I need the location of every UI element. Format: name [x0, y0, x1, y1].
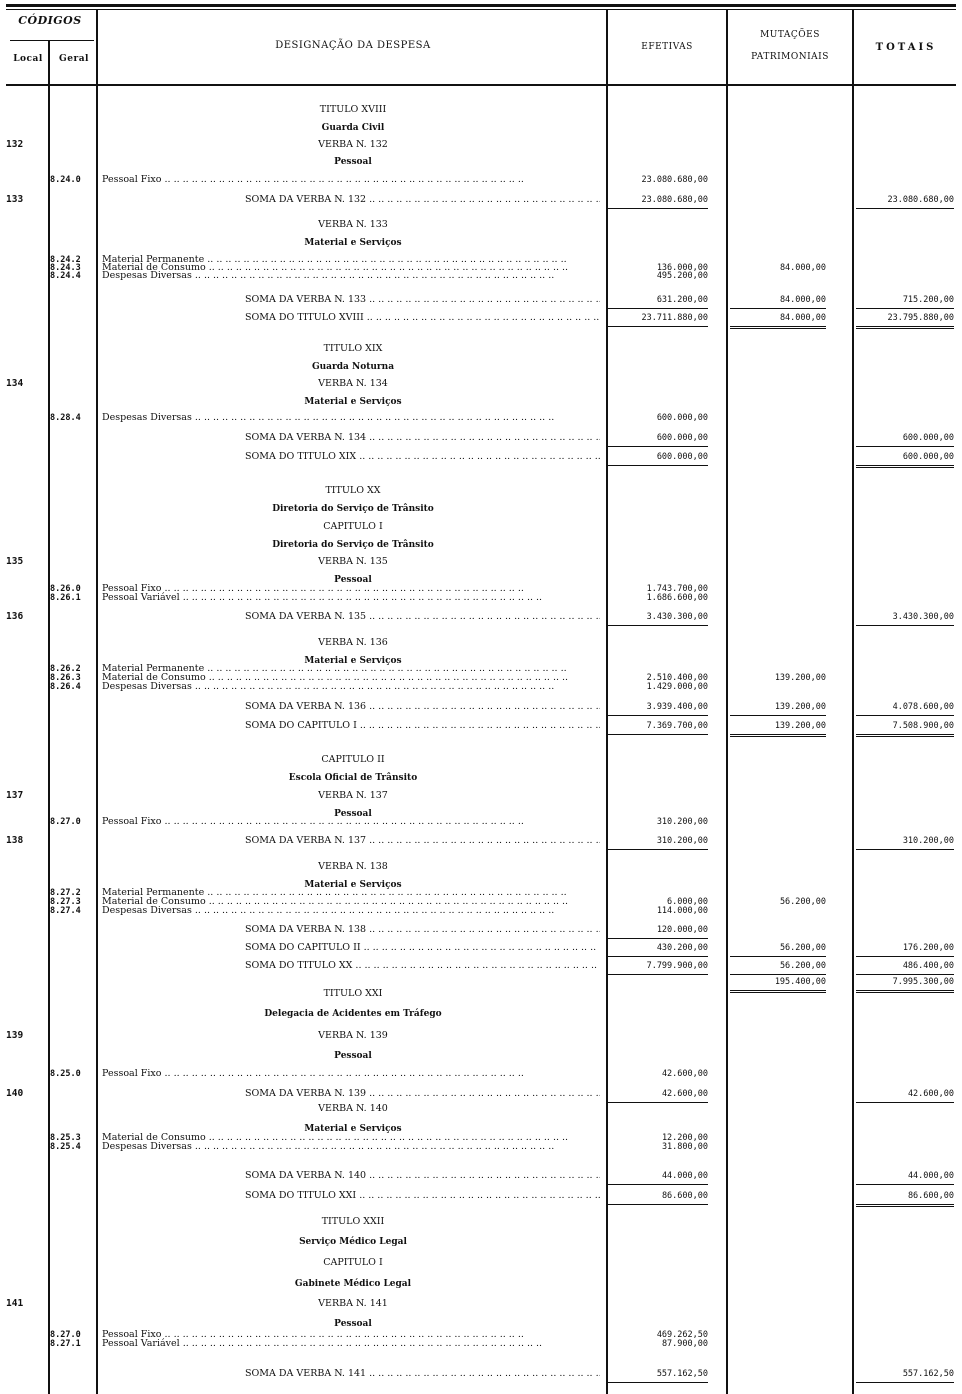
section-heading: Escola Oficial de Trânsito: [288, 773, 418, 783]
section-heading: Pessoal: [334, 575, 372, 585]
general-code: 8.27.0: [50, 1330, 81, 1340]
section-heading-row: [0, 483, 962, 499]
expense-description: Material Permanente .. ..: [102, 885, 602, 901]
efetivas-value: 114.000,00: [656, 906, 708, 916]
local-code: 141: [6, 1298, 24, 1309]
subtotal-label: SOMA DA VERBA N. 134 .. ..: [245, 430, 600, 446]
subtotal-label: SOMA DA VERBA N. 140 .. ..: [245, 1168, 600, 1184]
efetivas-value: 6.000,00: [667, 897, 708, 907]
efetivas-value: 12.200,00: [661, 1133, 708, 1143]
efetivas-value: 23.080.680,00: [608, 192, 708, 209]
section-heading: Material e Serviços: [304, 880, 402, 890]
general-code: 8.28.4: [50, 413, 81, 423]
general-code: 8.24.0: [50, 175, 81, 185]
top-rule-thin: [6, 9, 956, 10]
mutacoes-value: 56.200,00: [730, 940, 826, 957]
subtotal-label: SOMA DA VERBA N. 136 .. ..: [245, 699, 600, 715]
expense-description: Despesas Diversas .. ..: [102, 410, 602, 426]
expense-description: Despesas Diversas .. ..: [102, 903, 602, 919]
section-heading-row: [0, 1006, 962, 1022]
expense-description: Pessoal Fixo .. ..: [102, 1066, 602, 1082]
efetivas-value: 600.000,00: [608, 430, 708, 447]
efetivas-value: 600.000,00: [656, 413, 708, 423]
top-rule: [6, 4, 956, 7]
expense-item-row: [0, 814, 962, 830]
general-code: 8.24.3: [50, 263, 81, 273]
efetivas-header: EFETIVAS: [641, 42, 693, 52]
efetivas-value: 87.900,00: [661, 1339, 708, 1349]
subtotal-label: SOMA DA VERBA N. 138 .. ..: [245, 922, 600, 938]
section-heading-row: [0, 1028, 962, 1044]
section-heading-row: [0, 752, 962, 768]
section-heading: Guarda Noturna: [311, 362, 395, 372]
section-heading: TITULO XXII: [321, 1216, 385, 1227]
efetivas-value: 1.743.700,00: [646, 584, 708, 594]
subtotal-row: [0, 449, 962, 465]
section-heading-row: [0, 537, 962, 553]
subtotal-row: [0, 192, 962, 208]
header-rule: [6, 84, 956, 86]
expense-description: Despesas Diversas .. ..: [102, 268, 602, 284]
subtotal-row: [0, 699, 962, 715]
totais-value: 7.508.900,00: [856, 718, 954, 737]
subtotal-label: SOMA DO TITULO XXI .. ..: [245, 1188, 600, 1204]
general-code: 8.27.4: [50, 906, 81, 916]
efetivas-value: 136.000,00: [656, 263, 708, 273]
section-heading: TITULO XXI: [323, 988, 383, 999]
efetivas-value: 120.000,00: [608, 922, 708, 939]
general-code: 8.25.4: [50, 1142, 81, 1152]
efetivas-value: 469.262,50: [656, 1330, 708, 1340]
efetivas-value: 430.200,00: [608, 940, 708, 957]
section-heading-row: [0, 554, 962, 570]
mutacoes-value: 139.200,00: [774, 673, 826, 683]
local-code: 132: [6, 139, 24, 150]
local-code: 135: [6, 556, 24, 567]
geral-header: Geral: [59, 54, 89, 64]
subtotal-row: [0, 1366, 962, 1382]
codigos-header: CÓDIGOS: [18, 14, 82, 27]
section-heading-row: [0, 235, 962, 251]
expense-description: Material de Consumo .. ..: [102, 1130, 602, 1146]
subtotal-label: SOMA DA VERBA N. 137 .. ..: [245, 833, 600, 849]
totais-value: 86.600,00: [856, 1188, 954, 1207]
section-heading-row: [0, 788, 962, 804]
section-heading-row: [0, 501, 962, 517]
general-code: 8.25.0: [50, 1069, 81, 1079]
codigos-rule: [10, 40, 94, 41]
expense-description: Despesas Diversas .. ..: [102, 1139, 602, 1155]
section-heading: VERBA N. 138: [318, 861, 388, 872]
totais-value: 44.000,00: [856, 1168, 954, 1185]
subtotal-label: SOMA DO TITULO XX .. ..: [245, 958, 600, 974]
patrimoniais-header: PATRIMONIAIS: [751, 52, 829, 62]
section-heading: TITULO XX: [325, 485, 381, 496]
section-heading-row: [0, 1276, 962, 1292]
expense-description: Pessoal Fixo .. ..: [102, 581, 602, 597]
totais-value: 600.000,00: [856, 449, 954, 468]
expense-description: Pessoal Variável .. ..: [102, 1336, 602, 1352]
section-heading: Material e Serviços: [304, 397, 402, 407]
efetivas-value: 3.939.400,00: [608, 699, 708, 716]
section-heading-row: [0, 1214, 962, 1230]
mutacoes-value: 84.000,00: [730, 292, 826, 309]
totais-value: 176.200,00: [856, 940, 954, 957]
general-code: 8.25.3: [50, 1133, 81, 1143]
mutacoes-value: 84.000,00: [779, 263, 826, 273]
section-heading-row: [0, 102, 962, 118]
section-heading-row: [0, 986, 962, 1002]
general-code: 8.27.3: [50, 897, 81, 907]
section-heading-row: [0, 394, 962, 410]
totais-value: 557.162,50: [856, 1366, 954, 1383]
efetivas-value: 23.080.680,00: [641, 175, 708, 185]
general-code: 8.26.0: [50, 584, 81, 594]
efetivas-value: 495.200,00: [656, 271, 708, 281]
section-heading-row: [0, 376, 962, 392]
efetivas-value: 631.200,00: [608, 292, 708, 309]
subtotal-label: SOMA DA VERBA N. 141 .. ..: [245, 1366, 600, 1382]
totais-value: 4.078.600,00: [856, 699, 954, 716]
section-heading-row: [0, 1255, 962, 1271]
efetivas-value: 86.600,00: [608, 1188, 708, 1205]
expense-item-row: [0, 1139, 962, 1155]
mutacoes-value: 139.200,00: [730, 718, 826, 737]
section-heading: VERBA N. 132: [318, 139, 388, 150]
mutacoes-value: 56.200,00: [779, 897, 826, 907]
subtotal-label: SOMA DO CAPITULO I .. ..: [245, 718, 600, 734]
section-heading: VERBA N. 137: [318, 790, 388, 801]
section-heading: Pessoal: [334, 1319, 372, 1329]
section-heading-row: [0, 635, 962, 651]
expense-description: Material de Consumo .. ..: [102, 260, 602, 276]
section-heading: VERBA N. 141: [318, 1298, 388, 1309]
section-heading: Material e Serviços: [304, 656, 402, 666]
subtotal-label: SOMA DO TITULO XIX .. ..: [245, 449, 600, 465]
subtotal-row: [0, 310, 962, 326]
totais-value: 486.400,00: [856, 958, 954, 975]
section-heading: Material e Serviços: [304, 238, 402, 248]
subtotal-label: SOMA DA VERBA N. 132 .. ..: [245, 192, 600, 208]
expense-description: Pessoal Fixo .. ..: [102, 172, 602, 188]
efetivas-value: 2.510.400,00: [646, 673, 708, 683]
designacao-header: DESIGNAÇÃO DA DESPESA: [275, 40, 431, 51]
general-code: 8.24.2: [50, 255, 81, 265]
totais-value: 23.795.880,00: [856, 310, 954, 329]
section-heading: Serviço Médico Legal: [299, 1237, 407, 1247]
section-heading-row: [0, 859, 962, 875]
general-code: 8.27.2: [50, 888, 81, 898]
subtotal-label: SOMA DA VERBA N. 139 .. ..: [245, 1086, 600, 1102]
section-heading: VERBA N. 136: [318, 637, 388, 648]
efetivas-value: 1.429.000,00: [646, 682, 708, 692]
expense-item-row: [0, 268, 962, 284]
section-heading: CAPITULO II: [321, 754, 385, 765]
section-heading: VERBA N. 140: [318, 1103, 388, 1114]
totais-value: 7.995.300,00: [856, 974, 954, 993]
section-heading-row: [0, 217, 962, 233]
subtotal-row: [0, 1168, 962, 1184]
totais-value: 600.000,00: [856, 430, 954, 447]
efetivas-value: 42.600,00: [661, 1069, 708, 1079]
section-heading: Diretoria do Serviço de Trânsito: [272, 540, 434, 550]
expense-description: Material Permanente .. ..: [102, 252, 602, 268]
section-heading-row: [0, 519, 962, 535]
expense-description: Pessoal Fixo .. ..: [102, 814, 602, 830]
section-heading: Pessoal: [334, 809, 372, 819]
efetivas-value: 3.430.300,00: [608, 609, 708, 626]
expense-description: Pessoal Fixo .. ..: [102, 1327, 602, 1343]
section-heading: CAPITULO I: [323, 1257, 383, 1268]
expense-item-row: [0, 590, 962, 606]
general-code: 8.26.4: [50, 682, 81, 692]
expense-item-row: [0, 1336, 962, 1352]
totais-value: 310.200,00: [856, 833, 954, 850]
section-heading: CAPITULO I: [323, 521, 383, 532]
section-heading: Material e Serviços: [304, 1124, 402, 1134]
local-code: 138: [6, 835, 24, 846]
subtotal-row: [0, 958, 962, 974]
section-heading-row: [0, 1234, 962, 1250]
section-heading: Guarda Civil: [321, 123, 385, 133]
subtotal-row: [0, 833, 962, 849]
subtotal-row: [0, 1188, 962, 1204]
expense-item-row: [0, 1066, 962, 1082]
section-heading: VERBA N. 139: [318, 1030, 388, 1041]
subtotal-row: [0, 292, 962, 308]
general-code: 8.24.4: [50, 271, 81, 281]
subtotal-row: [0, 609, 962, 625]
section-heading: Pessoal: [334, 1051, 372, 1061]
subtotal-label: SOMA DO CAPITULO II .. ..: [245, 940, 600, 956]
mutacoes-value: 139.200,00: [730, 699, 826, 716]
totais-value: 3.430.300,00: [856, 609, 954, 626]
totais-value: 42.600,00: [856, 1086, 954, 1103]
section-heading: TITULO XVIII: [319, 104, 387, 115]
expense-description: Pessoal Variável .. ..: [102, 590, 602, 606]
section-heading-row: [0, 770, 962, 786]
efetivas-value: 310.200,00: [656, 817, 708, 827]
expense-item-row: [0, 172, 962, 188]
expense-description: Material Permanente .. ..: [102, 661, 602, 677]
section-heading: Diretoria do Serviço de Trânsito: [272, 504, 434, 514]
section-heading-row: [0, 1048, 962, 1064]
section-heading-row: [0, 359, 962, 375]
efetivas-value: 1.686.600,00: [646, 593, 708, 603]
general-code: 8.26.1: [50, 593, 81, 603]
section-heading-row: [0, 1101, 962, 1117]
subtotal-row: [0, 940, 962, 956]
local-header: Local: [13, 54, 43, 64]
subtotal-label: SOMA DA VERBA N. 133 .. ..: [245, 292, 600, 308]
expense-description: Material de Consumo .. ..: [102, 670, 602, 686]
expense-description: Material de Consumo .. ..: [102, 894, 602, 910]
totais-header: TOTAIS: [875, 42, 937, 53]
section-heading: TITULO XIX: [323, 343, 383, 354]
efetivas-value: 7.369.700,00: [608, 718, 708, 735]
efetivas-value: 557.162,50: [608, 1366, 708, 1383]
totais-value: 23.080.680,00: [856, 192, 954, 209]
section-heading-row: [0, 1296, 962, 1312]
section-heading-row: [0, 120, 962, 136]
section-heading-row: [0, 137, 962, 153]
subtotal-row: [0, 1086, 962, 1102]
section-heading: VERBA N. 135: [318, 556, 388, 567]
efetivas-value: 42.600,00: [608, 1086, 708, 1103]
section-heading: Delegacia de Acidentes em Tráfego: [264, 1009, 442, 1019]
section-heading: VERBA N. 134: [318, 378, 388, 389]
local-code: 139: [6, 1030, 24, 1041]
section-heading-row: [0, 154, 962, 170]
totais-value: 715.200,00: [856, 292, 954, 309]
efetivas-value: 23.711.880,00: [608, 310, 708, 327]
efetivas-value: 310.200,00: [608, 833, 708, 850]
section-heading: Gabinete Médico Legal: [294, 1279, 412, 1289]
general-code: 8.27.0: [50, 817, 81, 827]
efetivas-value: 600.000,00: [608, 449, 708, 466]
mutacoes-value: 195.400,00: [730, 974, 826, 993]
local-code: 134: [6, 378, 24, 389]
efetivas-value: 31.800,00: [661, 1142, 708, 1152]
subtotal-label: SOMA DO TITULO XVIII .. ..: [245, 310, 600, 326]
expense-item-row: [0, 903, 962, 919]
efetivas-value: 44.000,00: [608, 1168, 708, 1185]
mutacoes-header: MUTAÇÕES: [760, 30, 820, 40]
general-code: 8.26.3: [50, 673, 81, 683]
section-heading: VERBA N. 133: [318, 219, 388, 230]
subtotal-row: [0, 718, 962, 734]
section-heading-row: [0, 341, 962, 357]
subtotal-row: [0, 430, 962, 446]
efetivas-value: 7.799.900,00: [608, 958, 708, 975]
mutacoes-value: 84.000,00: [730, 310, 826, 329]
mutacoes-value: 56.200,00: [730, 958, 826, 975]
local-code: 136: [6, 611, 24, 622]
subtotal-label: SOMA DA VERBA N. 135 .. ..: [245, 609, 600, 625]
local-code: 140: [6, 1088, 24, 1099]
general-code: 8.27.1: [50, 1339, 81, 1349]
expense-item-row: [0, 679, 962, 695]
subtotal-row: [0, 922, 962, 938]
expense-description: Despesas Diversas .. ..: [102, 679, 602, 695]
general-code: 8.26.2: [50, 664, 81, 674]
expense-item-row: [0, 410, 962, 426]
local-code: 137: [6, 790, 24, 801]
local-code: 133: [6, 194, 24, 205]
section-heading: Pessoal: [334, 157, 372, 167]
